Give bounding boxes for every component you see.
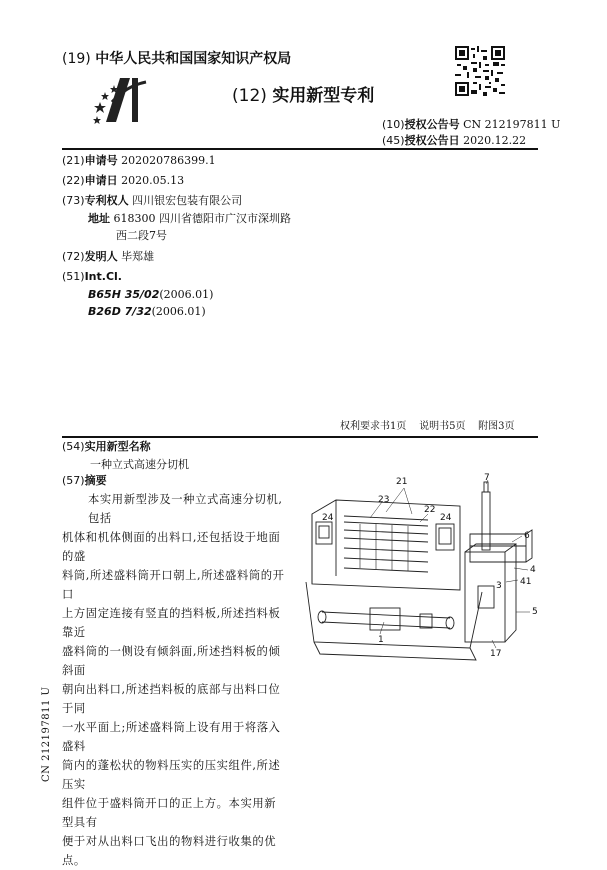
abstract-heading — [62, 474, 107, 488]
qr-code — [455, 46, 505, 96]
fig-label: 21 — [396, 477, 408, 487]
office-code: (19) — [62, 51, 91, 67]
abstract-line: 朝向出料口,所述挡料板的底部与出料口位于同 — [62, 683, 281, 715]
title-label: 实用新型名称 — [84, 440, 151, 453]
cnipa-logo — [92, 72, 152, 128]
pub-date-label: 授权公告日 — [404, 134, 460, 147]
fig-label: 5 — [532, 607, 538, 617]
abstract-line: 筒内的蓬松状的物料压实的压实组件,所述压实 — [62, 759, 281, 791]
app-date-label: 申请日 — [84, 174, 118, 187]
app-no-value: 202020786399.1 — [121, 154, 216, 167]
ipc2-class: B26D 7/32 — [88, 305, 152, 318]
abstract-line: 盛料筒的一侧设有倾斜面,所述挡料板的倾斜面 — [62, 645, 281, 677]
ipc-entry-1 — [88, 288, 213, 302]
ipc1-version: (2006.01) — [159, 288, 214, 301]
ipc-entry-2 — [88, 305, 206, 319]
ipc2-version: (2006.01) — [151, 305, 206, 318]
doc-type-label: 实用新型专利 — [272, 86, 375, 106]
ipc1-class: B65H 35/02 — [88, 288, 160, 301]
fig-label: 41 — [520, 577, 532, 587]
ipc-row — [62, 270, 122, 284]
office-name: 中华人民共和国国家知识产权局 — [95, 51, 292, 67]
abstract-line: 上方固定连接有竖直的挡料板,所述挡料板靠近 — [62, 607, 281, 639]
abstract-figure — [300, 472, 540, 662]
pages-info: 权利要求书1页 说明书5页 附图3页 — [340, 421, 515, 432]
abstract-code: (57) — [62, 474, 85, 487]
abstract-line: 组件位于盛料筒开口的正上方。本实用新型具有 — [62, 797, 277, 829]
section-rule — [62, 436, 538, 438]
pub-no-code: (10) — [382, 118, 405, 131]
abstract-line: 机体和机体侧面的出料口,还包括设于地面的盛 — [62, 531, 281, 563]
side-publication-id: CN 212197811 U — [41, 686, 52, 782]
title-code: (54) — [62, 440, 85, 453]
holder-row — [62, 194, 242, 208]
fig-label: 1 — [378, 635, 384, 645]
header-rule — [62, 148, 538, 150]
grant-pub-no — [382, 118, 560, 132]
ipc-code: (51) — [62, 270, 85, 283]
inventor-value: 毕郑雄 — [121, 250, 155, 263]
holder-label: 专利权人 — [84, 194, 129, 207]
abstract-line: 本实用新型涉及一种立式高速分切机,包括 — [88, 493, 283, 525]
fig-label: 3 — [496, 581, 502, 591]
office-header — [62, 52, 291, 67]
pub-date-code: (45) — [382, 134, 405, 147]
inventor-code: (72) — [62, 250, 85, 263]
app-no-row — [62, 154, 216, 168]
abstract-line: 便于对从出料口飞出的物料进行收集的优点。 — [62, 835, 277, 867]
fig-label: 4 — [530, 565, 536, 575]
app-date-value: 2020.05.13 — [121, 174, 185, 187]
title-heading — [62, 440, 151, 454]
inventor-row — [62, 250, 154, 264]
fig-label: 22 — [424, 505, 436, 515]
inventor-label: 发明人 — [84, 250, 118, 263]
abstract-line: 一水平面上;所述盛料筒上设有用于将落入盛料 — [62, 721, 281, 753]
address-row — [88, 212, 291, 226]
abstract-label: 摘要 — [84, 474, 107, 487]
holder-value: 四川银宏包装有限公司 — [132, 194, 243, 207]
abstract-line: 料筒,所述盛料筒开口朝上,所述盛料筒的开口 — [62, 569, 285, 601]
address-line1: 618300 四川省德阳市广汉市深圳路 — [113, 212, 291, 225]
app-date-code: (22) — [62, 174, 85, 187]
fig-label: 6 — [524, 531, 530, 541]
doc-type-code: (12) — [232, 86, 267, 106]
pub-no-value: CN 212197811 U — [463, 118, 561, 131]
utility-model-title: 一种立式高速分切机 — [90, 458, 189, 471]
fig-label: 24 — [440, 513, 452, 523]
app-no-code: (21) — [62, 154, 85, 167]
address-line2: 西二段7号 — [116, 229, 167, 242]
app-date-row — [62, 174, 184, 188]
fig-label: 7 — [484, 473, 490, 483]
holder-code: (73) — [62, 194, 85, 207]
fig-label: 24 — [322, 513, 334, 523]
grant-pub-date — [382, 134, 526, 148]
address-label: 地址 — [88, 212, 110, 225]
abstract-body — [62, 490, 286, 870]
fig-label: 17 — [490, 649, 502, 659]
ipc-label: Int.Cl. — [84, 270, 122, 283]
app-no-label: 申请号 — [84, 154, 118, 167]
pub-date-value: 2020.12.22 — [463, 134, 527, 147]
fig-label: 23 — [378, 495, 390, 505]
doc-type — [232, 86, 374, 106]
pub-no-label: 授权公告号 — [404, 118, 460, 131]
